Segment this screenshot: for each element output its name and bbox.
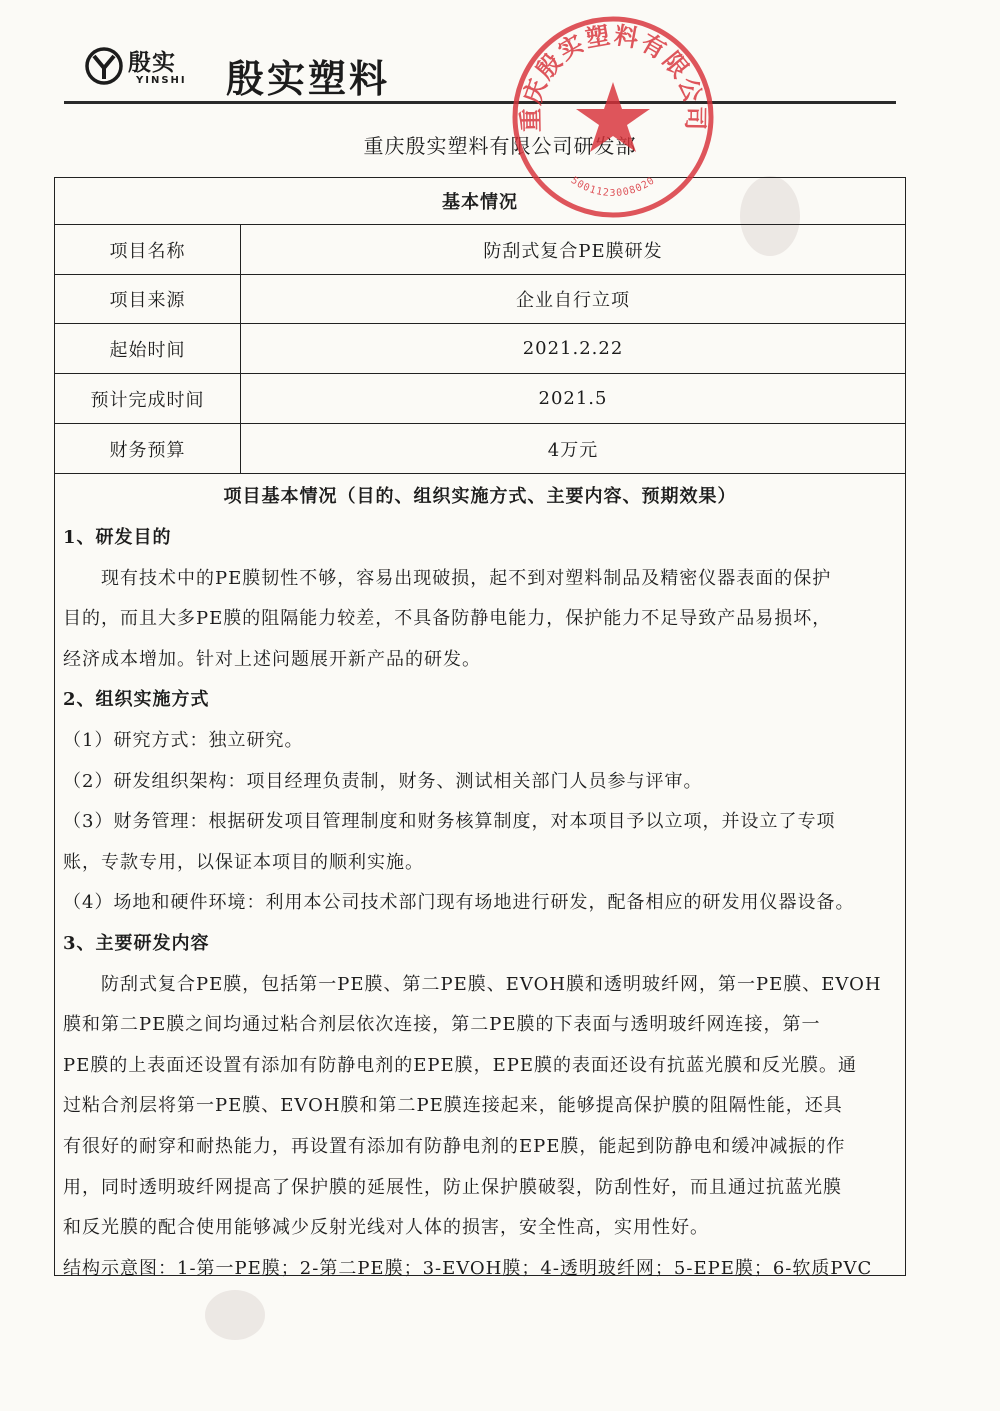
table-row xyxy=(55,424,905,474)
paragraph-line: 结构示意图：1-第一PE膜；2-第二PE膜；3-EVOH膜；4-透明玻纤网；5-EPE膜；6-软质PVC xyxy=(63,1257,873,1279)
section-title: 基本情况 xyxy=(442,192,518,213)
logo-text-en: YINSHI xyxy=(136,75,187,86)
paragraph-line: PE膜的上表面还设置有添加有防静电剂的EPE膜，EPE膜的表面还设有抗蓝光膜和反光膜。通 xyxy=(63,1054,858,1076)
company-seal-stamp xyxy=(508,12,718,222)
logo-text-cn: 殷实 xyxy=(128,50,176,76)
section-header-row xyxy=(55,178,905,225)
row-value: 4万元 xyxy=(547,439,599,461)
paragraph-line: 用，同时透明玻纤网提高了保护膜的延展性，防止保护膜破裂，防刮性好，而且通过抗蓝光膜 xyxy=(63,1176,842,1198)
table-row xyxy=(55,324,905,374)
row-label: 项目来源 xyxy=(55,275,241,323)
svg-text:5001123008020 xyxy=(569,175,658,199)
paragraph-line: 有很好的耐穿和耐热能力，再设置有添加有防静电剂的EPE膜，能起到防静电和缓冲减振的作 xyxy=(63,1136,846,1157)
section-heading: 2、组织实施方式 xyxy=(63,689,210,711)
row-value: 2021.2.22 xyxy=(522,338,624,359)
paragraph-line: （1）研究方式：独立研究。 xyxy=(63,730,304,751)
table-row xyxy=(55,275,905,324)
description-heading: 项目基本情况（目的、组织实施方式、主要内容、预期效果） xyxy=(223,486,737,507)
table-row xyxy=(55,225,905,275)
row-label: 起始时间 xyxy=(55,324,241,373)
paragraph-line: 现有技术中的PE膜韧性不够，容易出现破损，起不到对塑料制品及精密仪器表面的保护 xyxy=(101,567,832,589)
paragraph-line: 账，专款专用，以保证本项目的顺利实施。 xyxy=(63,851,424,873)
department-title: 重庆殷实塑料有限公司研发部 xyxy=(363,134,637,158)
stain xyxy=(205,1290,265,1340)
brand-title: 殷实塑料 xyxy=(226,57,391,101)
paragraph-line: 防刮式复合PE膜，包括第一PE膜、第二PE膜、EVOH膜和透明玻纤网，第一PE膜、EVOH xyxy=(101,973,882,995)
section-heading: 3、主要研发内容 xyxy=(63,933,210,954)
paragraph-line: 和反光膜的配合使用能够减少反射光线对人体的损害，安全性高，实用性好。 xyxy=(63,1217,709,1239)
section-heading: 1、研发目的 xyxy=(63,527,172,548)
paragraph-line: 经济成本增加。针对上述问题展开新产品的研发。 xyxy=(63,648,481,670)
row-label: 项目名称 xyxy=(55,225,241,274)
seal-number: 5001123008020 xyxy=(568,175,658,200)
row-value: 防刮式复合PE膜研发 xyxy=(483,240,663,262)
row-label: 财务预算 xyxy=(55,424,241,473)
company-logo xyxy=(84,42,187,98)
paragraph-line: （4）场地和硬件环境：利用本公司技术部门现有场地进行研发，配备相应的研发用仪器设备。 xyxy=(63,892,855,914)
paragraph-line: （3）财务管理：根据研发项目管理制度和财务核算制度，对本项目予以立项，并设立了专项 xyxy=(63,811,836,833)
paragraph-line: 膜和第二PE膜之间均通过粘合剂层依次连接，第二PE膜的下表面与透明玻纤网连接，第一 xyxy=(63,1014,821,1036)
row-value: 2021.5 xyxy=(538,388,608,409)
table-row xyxy=(55,374,905,424)
header-divider xyxy=(64,101,896,104)
paragraph-line: 过粘合剂层将第一PE膜、EVOH膜和第二PE膜连接起来，能够提高保护膜的阻隔性能，还具 xyxy=(63,1095,843,1117)
row-value: 企业自行立项 xyxy=(516,290,630,311)
project-info-table xyxy=(54,177,906,1279)
paragraph-line: 目的，而且大多PE膜的阻隔能力较差，不具备防静电能力，保护能力不足导致产品易损坏， xyxy=(63,608,832,630)
paragraph-line: （2）研发组织架构：项目经理负责制，财务、测试相关部门人员参与评审。 xyxy=(63,770,703,792)
seal-text: 重庆殷实塑料有限公司 xyxy=(516,21,710,133)
row-label: 预计完成时间 xyxy=(55,374,241,423)
logo-mark-icon xyxy=(84,46,124,86)
